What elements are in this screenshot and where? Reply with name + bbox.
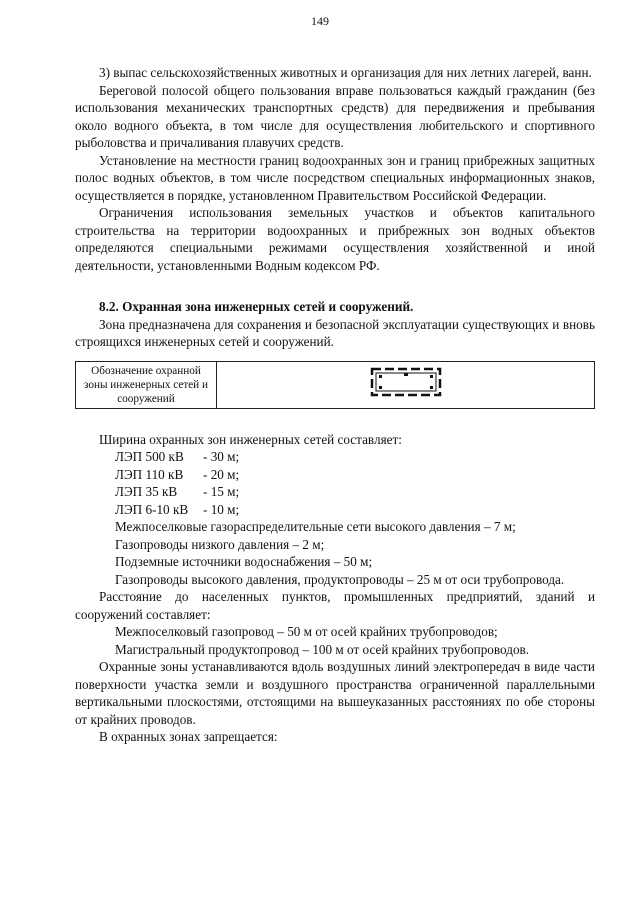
page-number: 149 (311, 14, 329, 28)
power-line-name: ЛЭП 6-10 кВ (115, 501, 189, 517)
paragraph: Береговой полосой общего пользования вправе пользоваться каждый гражданин (без использования механических транспортных средств) для передвижения и пребывания около водного объекта, в том числе для осуществления любительского и спортивного рыболовства и причаливания плавучих средств. (75, 82, 595, 150)
paragraph: 3) выпас сельскохозяйственных животных и организация для них летних лагерей, ванн. (99, 65, 592, 80)
list-item (115, 483, 595, 501)
width-intro: Ширина охранных зон инженерных сетей составляет: (99, 431, 402, 447)
paragraph: Ограничения использования земельных участков и объектов капитального строительства на территории водоохранных и прибрежных зон водных объектов определяются специальными режимами осуществления хозяйственной и иной деятельности, установленными Водным кодексом РФ. (75, 205, 595, 273)
distance-item: Межпоселковый газопровод – 50 м от осей крайних трубопроводов; (115, 624, 498, 639)
document-body (75, 64, 595, 746)
power-line-value: - 20 м; (203, 466, 240, 482)
section-heading: 8.2. Охранная зона инженерных сетей и сооружений. (99, 299, 414, 314)
paragraph: Установление на местности границ водоохранных зон и границ прибрежных защитных полос водных объектов, в том числе посредством специальных информационных знаков, осуществляется в порядке, установленном Правительством Российской Федерации. (75, 152, 595, 203)
zone-item: Газопроводы высокого давления, продуктопроводы – 25 м от оси трубопровода. (115, 571, 565, 587)
dashed-rectangle-zone-symbol-icon (370, 367, 442, 397)
list-item (115, 448, 595, 466)
power-line-list (75, 448, 595, 518)
power-line-value: - 10 м; (203, 501, 240, 517)
power-line-value: - 30 м; (203, 449, 240, 464)
distance-intro: Расстояние до населенных пунктов, промышленных предприятий, зданий и сооружений составляет: (75, 589, 595, 622)
zone-item: Межпоселковые газораспределительные сети высокого давления – 7 м; (115, 519, 516, 534)
distance-item: Магистральный продуктопровод – 100 м от осей крайних трубопроводов. (115, 641, 530, 657)
overhead-lines-paragraph: Охранные зоны устанавливаются вдоль воздушных линий электропередач в виде части поверхности участка земли и воздушного пространства ограниченной параллельными вертикальными плоскостями, отстоящими на вышеуказанных расстояниях по обе стороны от крайних проводов. (75, 659, 595, 727)
power-line-name: ЛЭП 110 кВ (115, 466, 184, 482)
legend-label: Обозначение охранной зоны инженерных сетей и сооружений (76, 361, 217, 408)
legend-symbol-cell (217, 361, 595, 408)
power-line-name: ЛЭП 500 кВ (115, 449, 184, 464)
list-item (115, 466, 595, 484)
power-line-value: - 15 м; (203, 484, 240, 499)
list-item (115, 501, 595, 519)
power-line-name: ЛЭП 35 кВ (115, 484, 178, 499)
zone-item: Подземные источники водоснабжения – 50 м; (115, 554, 373, 569)
section-intro: Зона предназначена для сохранения и безопасной эксплуатации существующих и вновь строящихся инженерных сетей и сооружений. (75, 316, 595, 349)
zone-item: Газопроводы низкого давления – 2 м; (115, 536, 325, 552)
legend-table (75, 361, 595, 409)
prohibited-intro: В охранных зонах запрещается: (99, 729, 278, 744)
